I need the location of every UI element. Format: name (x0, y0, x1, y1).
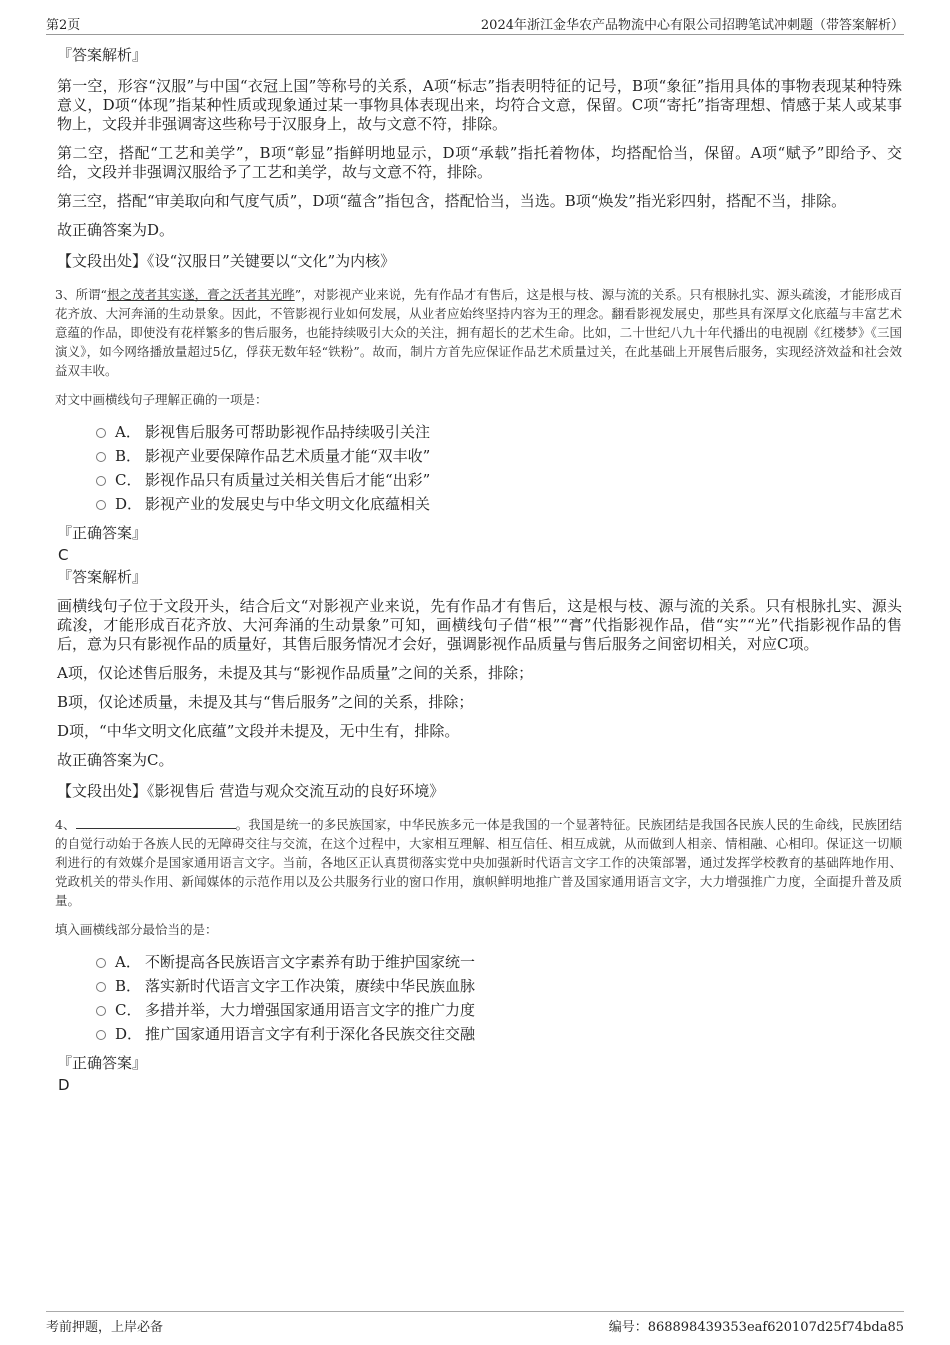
page-footer (46, 1311, 904, 1336)
radio-icon[interactable] (96, 1030, 106, 1040)
q3-analysis-paragraph: B项，仅论述质量，未提及其与“售后服务”之间的关系，排除； (57, 693, 474, 711)
q3-analysis-paragraph: 故正确答案为C。 (57, 751, 174, 769)
q3-analysis-paragraph: A项，仅论述售后服务，未提及其与“影视作品质量”之间的关系，排除； (57, 664, 534, 682)
q3-text-after: ”，对影视产业来说，先有作品才有售后，这是根与枝、源与流的关系。只有根脉扎实、源头疏浚，才能形成百花齐放、大河奔涌的生动景象。因此，不管影视行业如何发展，从业者应始终坚持内容为王的理念。翻看影视发展史，那些具有深厚文化底蕴与丰富艺术意蕴的作品，即使没有花样繁多的售后服务，也能持续吸引大众的关注，拥有超长的艺术生命。比如，二十世纪八九十年代播出的电视剧《红楼梦》《三国演义》，如今网络播放量超过5亿，俘获无数年轻“铁粉”。故而，制片方首先应保证作品艺术质量过关，在此基础上开展售后服务，实现经济效益和社会效益双丰收。 (55, 287, 902, 378)
q3-analysis-paragraph: D项，“中华文明文化底蕴”文段并未提及，无中生有，排除。 (57, 722, 460, 740)
q2-source: 【文段出处】《设“汉服日”关键要以“文化”为内核》 (57, 252, 396, 270)
q3-analysis-label: 『答案解析』 (57, 568, 148, 586)
q3-analysis-paragraph: 画横线句子位于文段开头，结合后文“对影视产业来说，先有作品才有售后，这是根与枝、源与流的关系。只有根脉扎实、源头疏浚，才能形成百花齐放、大河奔涌的生动景象”可知，画横线句子借“根”“膏”代指影视作品，借“实”“光”代指影视作品的售后，意为只有影视作品的质量好，其售后服务情况才会好，强调影视作品质量与售后服务之间密切相关，对应C项。 (57, 597, 902, 653)
radio-icon[interactable] (96, 1006, 106, 1016)
q2-analysis-paragraph: 第二空，搭配“工艺和美学”，B项“彰显”指鲜明地显示，D项“承载”指托着物体，均搭配恰当，保留。A项“赋予”即给予、交给，文段并非强调汉服给予了工艺和美学，故与文意不符，排除。 (57, 144, 902, 181)
page-header (46, 14, 904, 35)
radio-icon[interactable] (96, 500, 106, 510)
q4-number: 4、 (55, 817, 76, 832)
q4-option-c[interactable]: C． 多措并举，大力增强国家通用语言文字的推广力度 (55, 1000, 902, 1024)
radio-icon[interactable] (96, 958, 106, 968)
radio-icon[interactable] (96, 428, 106, 438)
q3-option-a[interactable]: A． 影视售后服务可帮助影视作品持续吸引关注 (55, 422, 902, 446)
q2-analysis-label: 『答案解析』 (57, 46, 148, 64)
q3-answer: C (58, 546, 69, 564)
q3-option-c[interactable]: C． 影视作品只有质量过关相关售后才能“出彩” (55, 470, 902, 494)
q2-analysis-paragraph: 故正确答案为D。 (57, 221, 175, 239)
q4-answer: D (58, 1076, 70, 1094)
q2-analysis-paragraph: 第三空，搭配“审美取向和气度气质”，D项“蕴含”指包含，搭配恰当，当选。B项“焕发”指光彩四射，搭配不当，排除。 (57, 192, 847, 210)
radio-icon[interactable] (96, 982, 106, 992)
q4-answer-label: 『正确答案』 (57, 1054, 148, 1072)
footer-slogan: 考前押题，上岸必备 (46, 1320, 164, 1335)
q4-option-b[interactable]: B． 落实新时代语言文字工作决策，赓续中华民族血脉 (55, 976, 902, 1000)
q4-option-a[interactable]: A． 不断提高各民族语言文字素养有助于维护国家统一 (55, 952, 902, 976)
q3-option-d[interactable]: D． 影视产业的发展史与中华文明文化底蕴相关 (55, 494, 902, 518)
q4-text: 。我国是统一的多民族国家，中华民族多元一体是我国的一个显著特征。民族团结是我国各民族人民的生命线，民族团结的自觉行动始于各族人民的无障碍交往与交流，在这个过程中，大家相互理解、相互信任、相互成就，从而做到人相亲、情相融、心相印。保证这一切顺利进行的有效媒介是国家通用语言文字。当前，各地区正认真贯彻落实党中央加强新时代语言文字工作的决策部署，通过发挥学校教育的基础阵地作用、党政机关的带头作用、新闻媒体的示范作用以及公共服务行业的窗口作用，旗帜鲜明地推广普及国家通用语言文字，大力增强推广力度，全面提升普及质量。 (55, 817, 902, 908)
q3-stem (55, 285, 902, 380)
q4-option-d[interactable]: D． 推广国家通用语言文字有利于深化各民族交往交融 (55, 1024, 902, 1048)
q3-source: 【文段出处】《影视售后 营造与观众交流互动的良好环境》 (57, 782, 445, 800)
q3-prompt: 对文中画横线句子理解正确的一项是： (55, 392, 268, 407)
q4-prompt: 填入画横线部分最恰当的是： (55, 922, 218, 937)
q2-analysis-paragraph: 第一空，形容“汉服”与中国“衣冠上国”等称号的关系，A项“标志”指表明特征的记号，B项“象征”指用具体的事物表现某种特殊意义，D项“体现”指某种性质或现象通过某一事物具体表现出来，均符合文意，保留。C项“寄托”指寄理想、情感于某人或某事物上，文段并非强调寄这些称号于汉服身上，故与文意不符，排除。 (57, 77, 902, 133)
q3-number: 3、 (55, 287, 76, 302)
q4-stem (55, 815, 902, 910)
q3-underlined-sentence: 根之茂者其实遂，膏之沃者其光晔 (106, 287, 295, 302)
q3-text-before: 所谓“ (75, 287, 107, 302)
radio-icon[interactable] (96, 476, 106, 486)
page-number: 第2页 (46, 18, 81, 33)
page-content (55, 44, 902, 1096)
footer-serial: 编号：868898439353eaf620107d25f74bda85 (608, 1320, 904, 1335)
q3-answer-label: 『正确答案』 (57, 524, 148, 542)
q4-blank (76, 816, 236, 829)
q3-option-b[interactable]: B． 影视产业要保障作品艺术质量才能“双丰收” (55, 446, 902, 470)
document-title: 2024年浙江金华农产品物流中心有限公司招聘笔试冲刺题（带答案解析） (480, 18, 904, 33)
radio-icon[interactable] (96, 452, 106, 462)
